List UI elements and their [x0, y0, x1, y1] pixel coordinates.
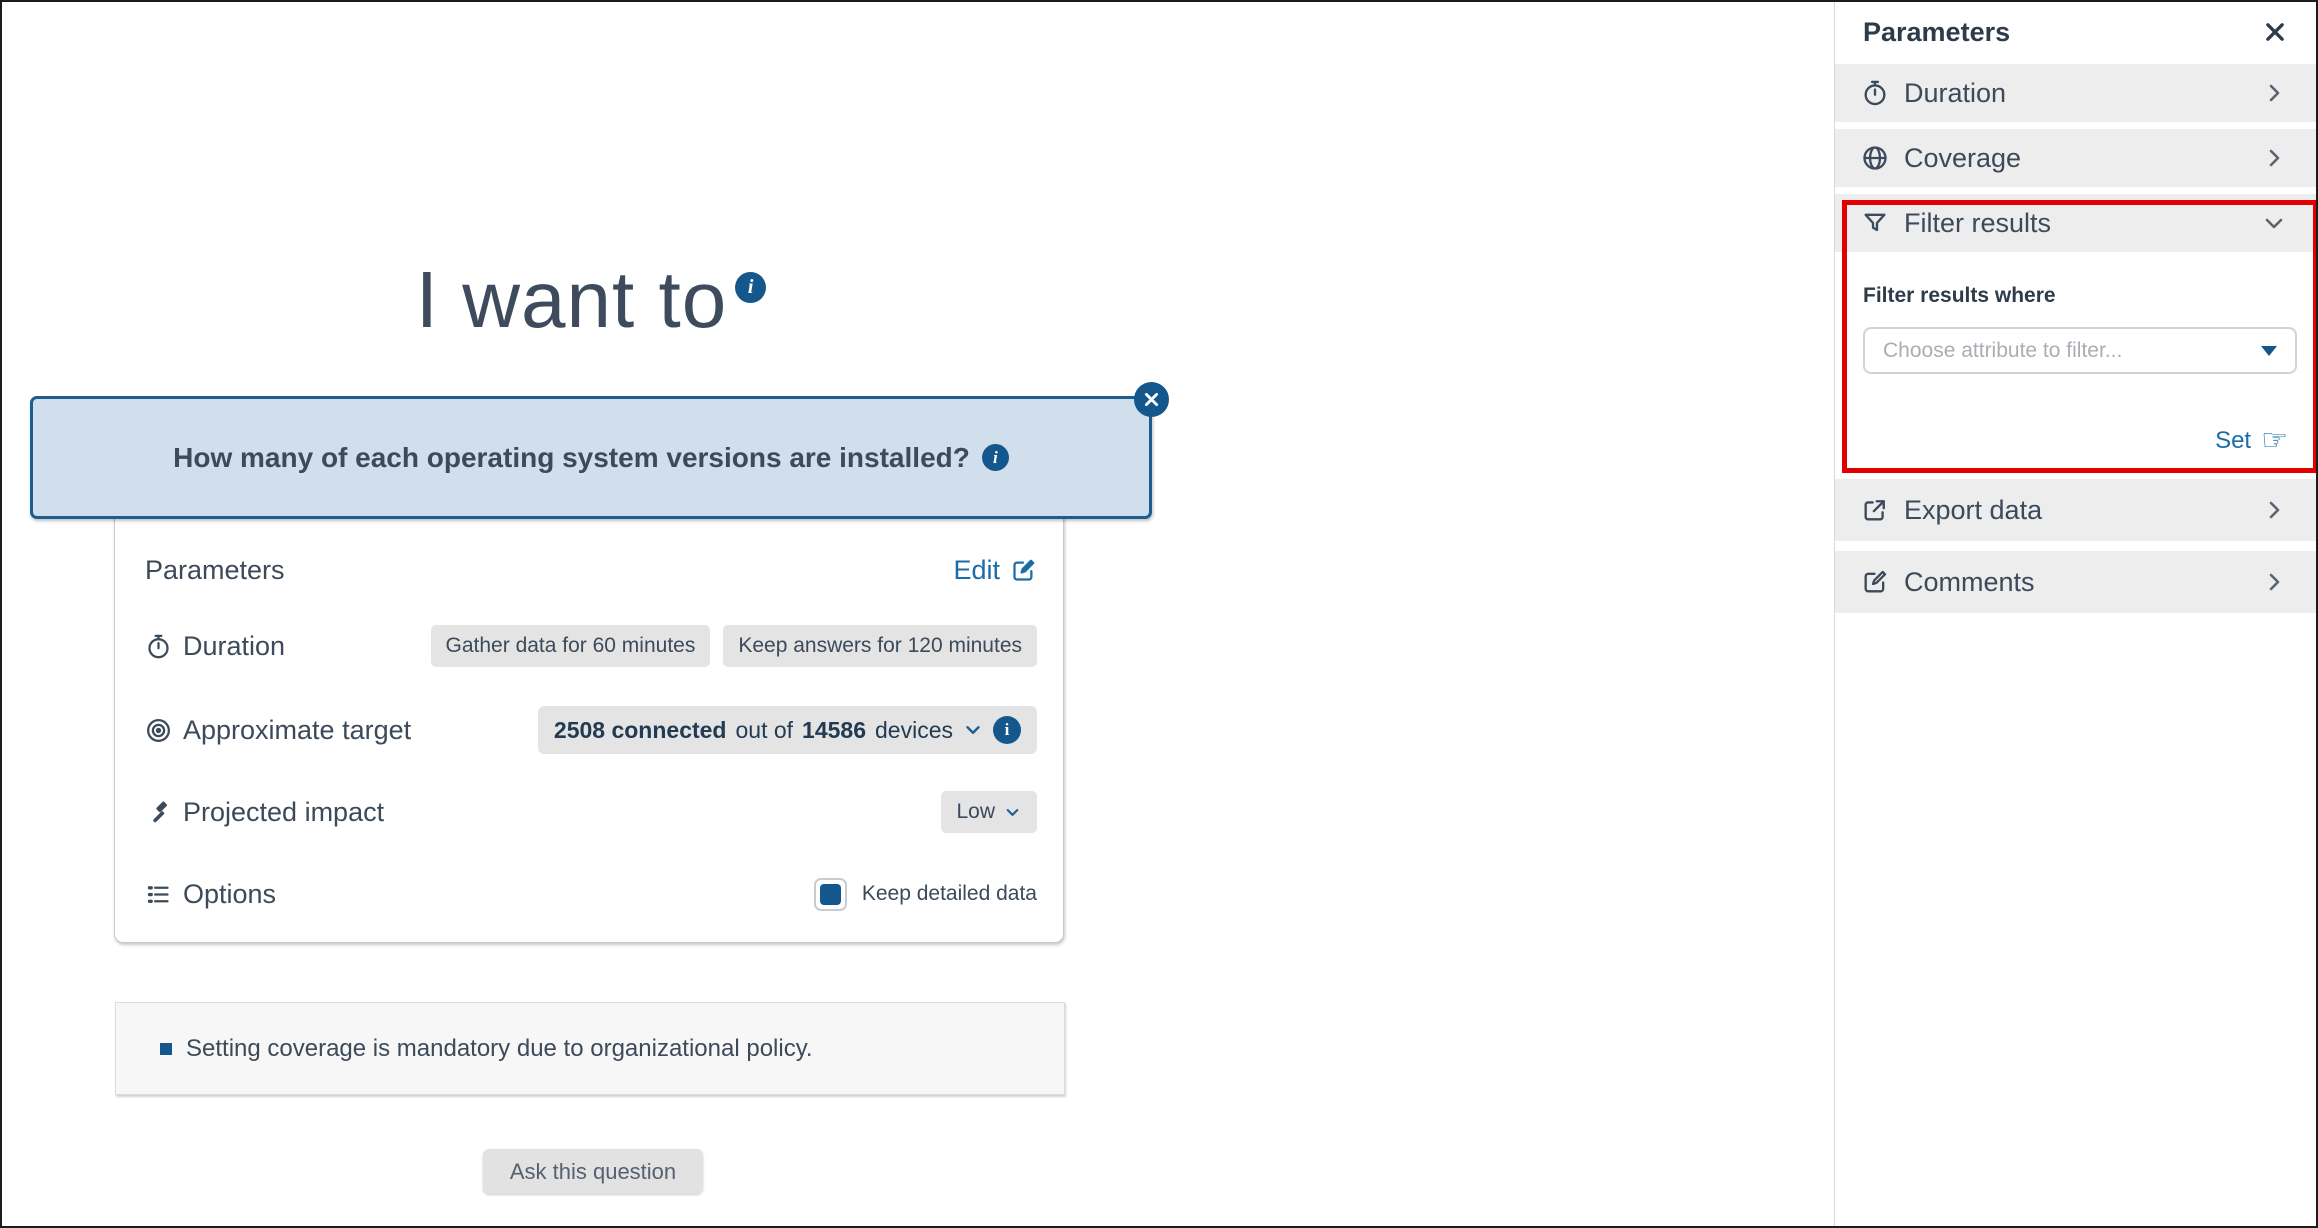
target-mid-text: out of: [735, 716, 794, 743]
options-label: Options: [183, 878, 277, 909]
chevron-down-icon: [2262, 211, 2286, 235]
gavel-icon: [145, 799, 172, 826]
impact-value: Low: [956, 800, 995, 823]
target-total-count: 14586: [802, 716, 867, 743]
sidebar-item-label: Filter results: [1904, 207, 2052, 238]
chevron-down-icon: [1003, 803, 1022, 822]
keep-detailed-data-option: [814, 878, 1037, 911]
edit-parameters-button[interactable]: [953, 555, 1037, 586]
chevron-right-icon: [2262, 570, 2286, 594]
chevron-right-icon: [2262, 498, 2286, 522]
funnel-icon: [1861, 209, 1889, 237]
target-value-dropdown[interactable]: [538, 706, 1037, 754]
square-bullet-icon: [160, 1043, 172, 1055]
caret-down-icon: [2261, 346, 2277, 356]
sidebar-item-label: Comments: [1904, 566, 2035, 597]
policy-notice-text: Setting coverage is mandatory due to organizational policy.: [186, 1034, 813, 1062]
gather-duration-badge: Gather data for 60 minutes: [431, 625, 711, 667]
external-link-icon: [1861, 496, 1889, 524]
set-label: Set: [2215, 427, 2252, 454]
sidebar-item-comments[interactable]: [1835, 551, 2316, 613]
filter-where-label: Filter results where: [1863, 284, 2056, 307]
parameters-card: [114, 507, 1064, 943]
question-text: How many of each operating system versions are installed?: [173, 441, 970, 473]
sidebar-item-export-data[interactable]: [1835, 479, 2316, 541]
hand-pointer-icon: ☞: [2261, 423, 2288, 458]
checkbox-checked-mark: [820, 884, 841, 905]
chevron-right-icon: [2262, 81, 2286, 105]
target-label: Approximate target: [183, 714, 412, 745]
sidebar-item-filter-results[interactable]: [1835, 194, 2316, 252]
keep-detailed-data-label: Keep detailed data: [861, 882, 1037, 905]
target-tail-text: devices: [875, 716, 953, 743]
card-title: Parameters: [145, 554, 285, 585]
options-label-group: [145, 879, 276, 910]
close-icon: [1143, 391, 1160, 408]
target-bullseye-icon: [145, 717, 172, 744]
policy-notice: [115, 1002, 1065, 1095]
chevron-down-icon: [962, 719, 984, 741]
sidebar-item-label: Duration: [1904, 77, 2007, 108]
sidebar-close-button[interactable]: [2264, 21, 2286, 43]
keep-detailed-data-checkbox[interactable]: [814, 878, 847, 911]
projected-impact-row: [145, 788, 1037, 836]
duration-label: Duration: [183, 630, 286, 661]
parameters-sidebar: [1834, 2, 2316, 1226]
impact-value-dropdown[interactable]: [941, 791, 1037, 833]
edit-pencil-icon: [1010, 557, 1037, 584]
duration-label-group: [145, 631, 285, 662]
globe-icon: [1861, 144, 1889, 172]
target-connected-count: 2508 connected: [553, 716, 727, 743]
question-box[interactable]: [30, 396, 1152, 519]
card-header-row: [145, 546, 1037, 594]
chevron-right-icon: [2262, 146, 2286, 170]
sidebar-item-coverage[interactable]: [1835, 129, 2316, 187]
duration-badges: [431, 625, 1037, 667]
options-row: [145, 870, 1037, 918]
sidebar-item-duration[interactable]: [1835, 64, 2316, 122]
filter-attribute-dropdown[interactable]: [1863, 327, 2297, 374]
duration-row: [145, 622, 1037, 670]
info-icon[interactable]: i: [735, 272, 766, 303]
approximate-target-row: [145, 706, 1037, 754]
close-icon: [2264, 21, 2286, 43]
list-icon: [145, 881, 172, 908]
stopwatch-icon: [145, 633, 172, 660]
ask-this-question-button[interactable]: Ask this question: [483, 1149, 703, 1194]
edit-label: Edit: [953, 554, 1000, 585]
page-title-wrap: [2, 254, 1180, 346]
dropdown-placeholder: Choose attribute to filter...: [1883, 338, 2123, 362]
question-close-button[interactable]: [1134, 382, 1169, 417]
sidebar-item-label: Export data: [1904, 494, 2043, 525]
set-filter-button[interactable]: [2215, 423, 2288, 458]
info-icon[interactable]: i: [982, 444, 1009, 471]
target-label-group: [145, 715, 411, 746]
impact-label-group: [145, 797, 384, 828]
info-icon[interactable]: i: [993, 716, 1021, 744]
sidebar-header: [1835, 2, 2316, 62]
impact-label: Projected impact: [183, 796, 385, 827]
sidebar-title: Parameters: [1863, 16, 2011, 47]
page-title: I want to: [415, 255, 728, 344]
stopwatch-icon: [1861, 79, 1889, 107]
keep-answers-badge: Keep answers for 120 minutes: [723, 625, 1037, 667]
pencil-square-icon: [1861, 568, 1889, 596]
sidebar-item-label: Coverage: [1904, 142, 2022, 173]
